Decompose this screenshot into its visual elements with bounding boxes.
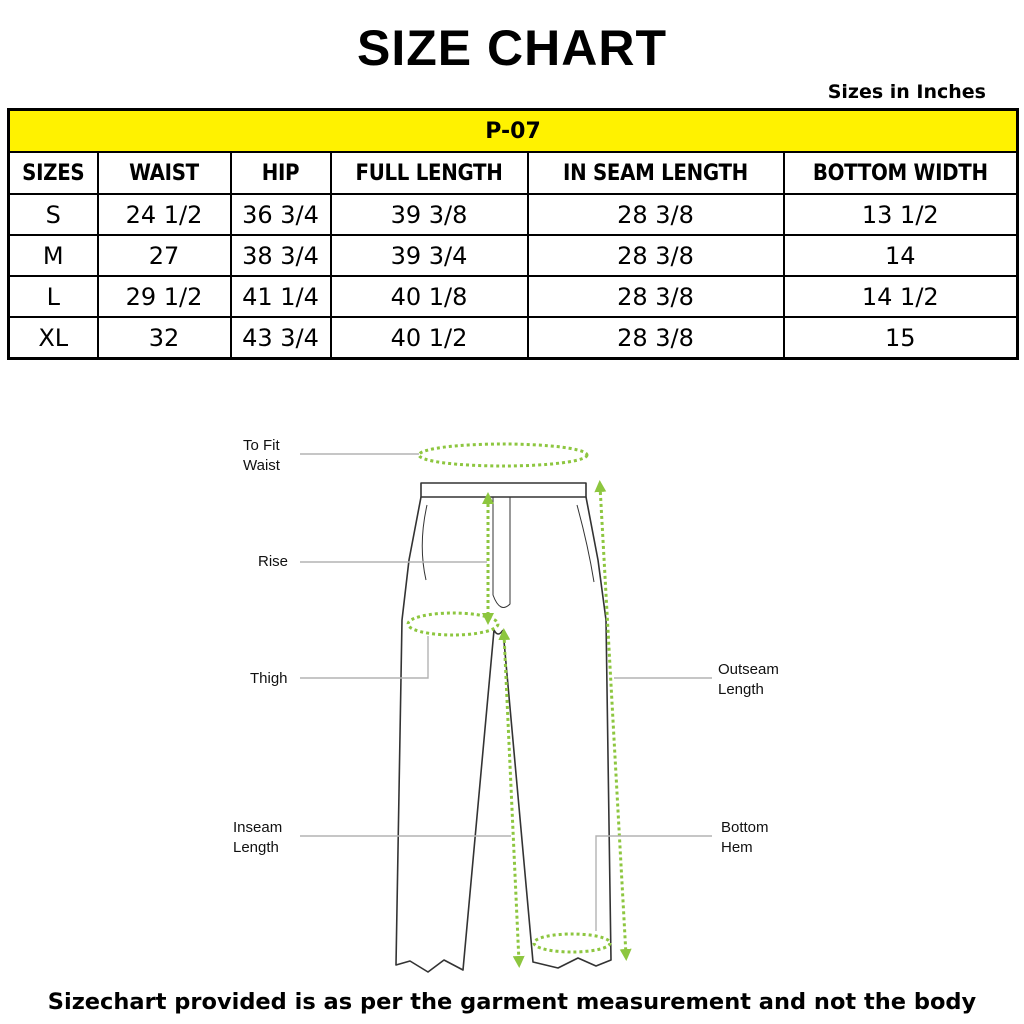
table-cell: 14 — [784, 235, 1018, 276]
inseam-arrow — [504, 634, 519, 962]
table-cell: S — [9, 194, 98, 235]
trouser-measurement-diagram — [0, 400, 1024, 985]
trouser-outline — [396, 483, 611, 972]
units-note: Sizes in Inches — [827, 81, 986, 103]
table-cell: 43 3/4 — [231, 317, 331, 359]
leader-lines — [300, 454, 712, 931]
table-cell: 27 — [98, 235, 231, 276]
label-bottom-hem: Bottom Hem — [721, 819, 769, 856]
table-cell: 39 3/8 — [331, 194, 528, 235]
table-cell: 14 1/2 — [784, 276, 1018, 317]
table-cell: 28 3/8 — [528, 235, 784, 276]
header-sizes: SIZES — [9, 152, 98, 194]
waist-measure — [419, 444, 587, 466]
table-cell: 28 3/8 — [528, 276, 784, 317]
header-full-length: FULL LENGTH — [331, 152, 528, 194]
table-cell: 13 1/2 — [784, 194, 1018, 235]
product-code: P-07 — [9, 110, 1018, 153]
table-cell: 40 1/2 — [331, 317, 528, 359]
thigh-measure — [408, 613, 498, 635]
header-in-seam-length: IN SEAM LENGTH — [528, 152, 784, 194]
table-row — [9, 276, 1018, 317]
table-cell: 38 3/4 — [231, 235, 331, 276]
footer-disclaimer: Sizechart provided is as per the garment measurement and not the body — [47, 989, 977, 1015]
table-cell: 15 — [784, 317, 1018, 359]
table-cell: 28 3/8 — [528, 317, 784, 359]
header-hip: HIP — [231, 152, 331, 194]
table-cell: 40 1/8 — [331, 276, 528, 317]
size-table — [7, 108, 1019, 360]
table-cell: 24 1/2 — [98, 194, 231, 235]
table-cell: 28 3/8 — [528, 194, 784, 235]
table-cell: 41 1/4 — [231, 276, 331, 317]
label-inseam-length: Inseam Length — [233, 819, 283, 856]
table-banner-row — [9, 110, 1018, 153]
header-bottom-width: BOTTOM WIDTH — [784, 152, 1018, 194]
label-rise: Rise — [258, 553, 289, 570]
table-cell: L — [9, 276, 98, 317]
label-thigh: Thigh — [250, 670, 288, 687]
table-cell: XL — [9, 317, 98, 359]
table-row — [9, 194, 1018, 235]
measurement-marks — [408, 444, 626, 962]
table-header-row — [9, 152, 1018, 194]
hem-measure — [534, 934, 610, 952]
table-row — [9, 235, 1018, 276]
table-cell: 36 3/4 — [231, 194, 331, 235]
header-waist: WAIST — [98, 152, 231, 194]
table-cell: 32 — [98, 317, 231, 359]
label-outseam-length: Outseam Length — [718, 661, 779, 698]
page-title: SIZE CHART — [357, 20, 667, 76]
outseam-arrow — [600, 486, 626, 955]
label-waist: To Fit Waist — [243, 437, 280, 474]
table-cell: 29 1/2 — [98, 276, 231, 317]
table-row — [9, 317, 1018, 359]
table-cell: M — [9, 235, 98, 276]
table-cell: 39 3/4 — [331, 235, 528, 276]
